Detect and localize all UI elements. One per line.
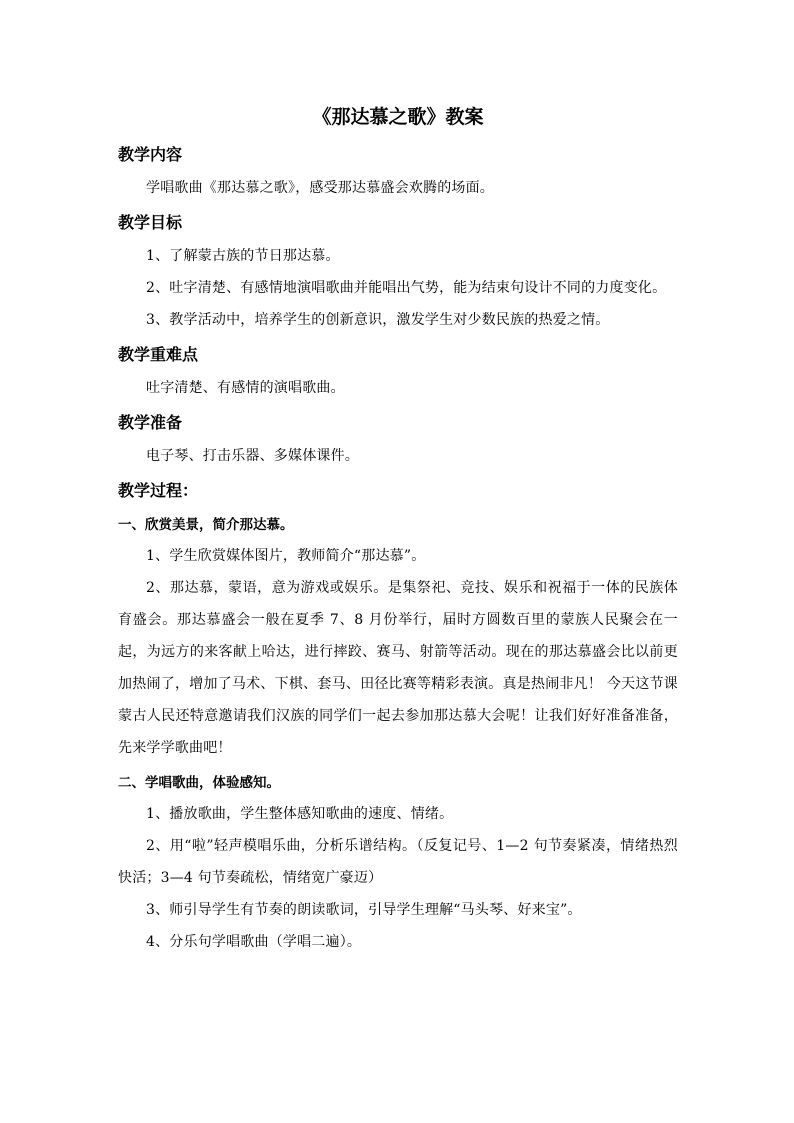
- prep-text: 电子琴、打击乐器、多媒体课件。: [146, 448, 359, 464]
- difficulty-heading: 教学重难点: [118, 345, 199, 364]
- document-title: 《那达慕之歌》教案: [312, 106, 484, 128]
- section1-item-1: 1、学生欣赏媒体图片，教师简介“那达慕”。: [146, 548, 426, 564]
- goals-heading: 教学目标: [118, 213, 183, 232]
- content-text: 学唱歌曲《那达慕之歌》，感受那达慕盛会欢腾的场面。: [146, 180, 494, 196]
- section2-item-1: 1、播放歌曲，学生整体感知歌曲的速度、情绪。: [146, 806, 454, 822]
- document-page: [118, 100, 678, 958]
- prep-heading: 教学准备: [118, 413, 183, 432]
- section2-item-4: 4、分乐句学唱歌曲（学唱二遍）。: [146, 934, 362, 950]
- section1-item-2: 2、那达慕，蒙语，意为游戏或娱乐。是集祭祀、竞技、娱乐和祝福于一体的民族体育盛会。那达慕盛会一般在夏季 7、8 月份举行，届时方圆数百里的蒙族人民聚会在一起，为远方的来客献上哈达，进行摔跤、赛马、射箭等活动。现在的那达慕盛会比以前更加热闹了，增加了马术、下棋、套马、田径比赛等精彩表演。真是热闹非凡！ 今天这节课蒙古人民还特意邀请我们汉族的同学们一起去参加那达慕大会呢！让我们好好准备准备，先来学学歌曲吧！: [118, 580, 678, 756]
- goal-item-3: 3、教学活动中，培养学生的创新意识，激发学生对少数民族的热爱之情。: [146, 312, 610, 328]
- section2-item-3: 3、师引导学生有节奏的朗读歌词，引导学生理解“马头琴、好来宝”。: [146, 902, 582, 918]
- section2-heading: 二、学唱歌曲，体验感知。: [118, 775, 280, 791]
- process-heading: 教学过程：: [118, 481, 199, 500]
- section2-item-2: 2、用“啦”轻声模唱乐曲，分析乐谱结构。（反复记号、1—2 句节奏紧凑，情绪热烈快活；3—4 句节奏疏松，情绪宽广豪迈）: [118, 838, 678, 886]
- section1-heading: 一、欣赏美景，简介那达慕。: [118, 517, 294, 533]
- difficulty-text: 吐字清楚、有感情的演唱歌曲。: [146, 380, 345, 396]
- goal-item-1: 1、了解蒙古族的节日那达慕。: [146, 248, 340, 264]
- goal-item-2: 2、吐字清楚、有感情地演唱歌曲并能唱出气势，能为结束句设计不同的力度变化。: [146, 280, 667, 296]
- content-heading: 教学内容: [118, 145, 183, 164]
